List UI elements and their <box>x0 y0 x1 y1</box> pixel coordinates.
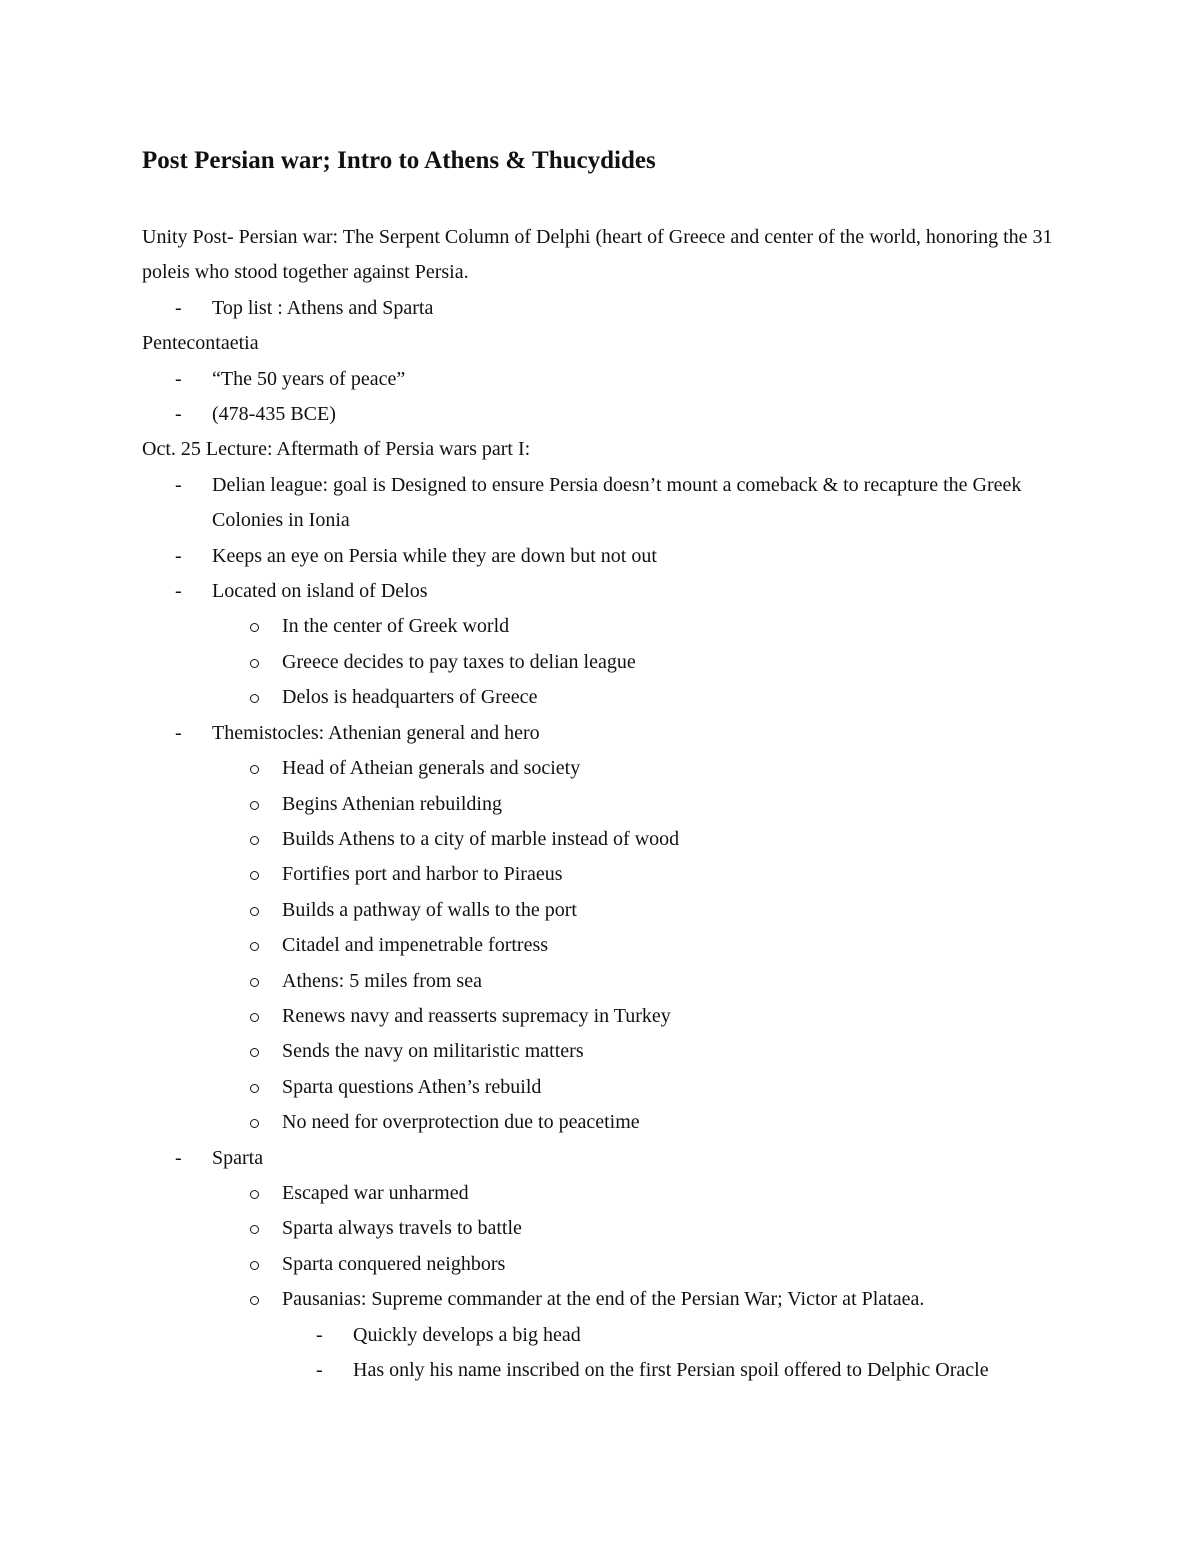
dash-bullet <box>175 574 182 609</box>
circle-bullet-icon <box>250 836 259 845</box>
dash-bullet <box>175 1141 182 1176</box>
circle-bullet-icon <box>250 1261 259 1270</box>
list-item-text: Located on island of Delos <box>212 580 428 603</box>
sub-list-item <box>142 928 1072 963</box>
sub-sub-list-item-text: Quickly develops a big head <box>353 1323 581 1346</box>
lecture-heading: Oct. 25 Lecture: Aftermath of Persia wars part I: <box>142 438 531 461</box>
circle-bullet-icon <box>250 1048 259 1057</box>
sub-list-item <box>142 1105 1072 1140</box>
list-item <box>142 362 1072 397</box>
list-item-text: Keeps an eye on Persia while they are down but not out <box>212 544 657 567</box>
document-title: Post Persian war; Intro to Athens & Thucydides <box>142 147 656 174</box>
dash-bullet <box>175 291 182 326</box>
list-item <box>142 539 1072 574</box>
sub-list-item-text: Sparta questions Athen’s rebuild <box>282 1075 542 1098</box>
list-item <box>142 574 1072 609</box>
sub-list-item-text: Fortifies port and harbor to Piraeus <box>282 863 563 886</box>
sub-list-item <box>142 893 1072 928</box>
sub-list-item-text: Greece decides to pay taxes to delian league <box>282 650 636 673</box>
circle-bullet-icon <box>250 1296 259 1305</box>
sub-list-item <box>142 609 1072 644</box>
dash-bullet <box>175 397 182 432</box>
circle-bullet-icon <box>250 623 259 632</box>
sub-list-item-text: Athens: 5 miles from sea <box>282 969 482 992</box>
sub-list-item <box>142 751 1072 786</box>
sub-list-item <box>142 1247 1072 1282</box>
list-item <box>142 1141 1072 1176</box>
sub-list-item <box>142 1211 1072 1246</box>
sub-list-item <box>142 1070 1072 1105</box>
dash-bullet <box>316 1353 323 1388</box>
sub-list-item-text: Sparta always travels to battle <box>282 1217 522 1240</box>
circle-bullet-icon <box>250 978 259 987</box>
sub-list-item <box>142 787 1072 822</box>
list-item-text: “The 50 years of peace” <box>212 367 406 390</box>
sub-list-item-text: Begins Athenian rebuilding <box>282 792 502 815</box>
intro-paragraph: Unity Post- Persian war: The Serpent Column of Delphi (heart of Greece and center of the world, honoring the 31 poleis who stood together against Persia. <box>142 226 1053 284</box>
circle-bullet-icon <box>250 1084 259 1093</box>
document-body <box>142 220 1072 1388</box>
sub-list-item <box>142 857 1072 892</box>
sub-list-item <box>142 999 1072 1034</box>
circle-bullet-icon <box>250 1225 259 1234</box>
circle-bullet-icon <box>250 871 259 880</box>
sub-list-item-text: Escaped war unharmed <box>282 1181 469 1204</box>
sub-list-item-text: Builds a pathway of walls to the port <box>282 898 577 921</box>
sub-list-item-text: Delos is headquarters of Greece <box>282 686 538 709</box>
list-item <box>142 468 1072 539</box>
sub-list-item <box>142 964 1072 999</box>
sub-list-item-text: No need for overprotection due to peacetime <box>282 1111 640 1134</box>
list-item-text: Sparta <box>212 1146 264 1169</box>
dash-bullet <box>175 362 182 397</box>
delian-league-text: Delian league: goal is Designed to ensure Persia doesn’t mount a comeback & to recapture the Greek Colonies in Ionia <box>212 473 1022 532</box>
pentecontaetia-heading: Pentecontaetia <box>142 332 259 355</box>
top-list-text: Top list : Athens and Sparta <box>212 296 434 319</box>
circle-bullet-icon <box>250 765 259 774</box>
circle-bullet-icon <box>250 1119 259 1128</box>
sub-sub-list-item <box>142 1318 1072 1353</box>
list-item <box>142 716 1072 751</box>
sub-list-item <box>142 1176 1072 1211</box>
circle-bullet-icon <box>250 694 259 703</box>
sub-sub-list-item-text: Has only his name inscribed on the first Persian spoil offered to Delphic Oracle <box>353 1359 989 1381</box>
list-item-text: Themistocles: Athenian general and hero <box>212 721 540 744</box>
list-item-text: (478-435 BCE) <box>212 403 336 426</box>
circle-bullet-icon <box>250 659 259 668</box>
sub-list-item-text: Builds Athens to a city of marble instead of wood <box>282 827 680 850</box>
circle-bullet-icon <box>250 1013 259 1022</box>
sub-list-item <box>142 1034 1072 1069</box>
circle-bullet-icon <box>250 907 259 916</box>
sub-list-item-text: Sparta conquered neighbors <box>282 1252 506 1275</box>
dash-bullet <box>316 1318 323 1353</box>
circle-bullet-icon <box>250 1190 259 1199</box>
top-list-item <box>142 291 1072 326</box>
dash-bullet <box>175 539 182 574</box>
sub-list-item-text: Pausanias: Supreme commander at the end of the Persian War; Victor at Plataea. <box>282 1288 925 1311</box>
dash-bullet <box>175 716 182 751</box>
sub-list-item-text: In the center of Greek world <box>282 615 510 638</box>
sub-list-item <box>142 645 1072 680</box>
dash-bullet <box>175 468 182 503</box>
sub-list-item <box>142 822 1072 857</box>
sub-list-item <box>142 680 1072 715</box>
circle-bullet-icon <box>250 801 259 810</box>
circle-bullet-icon <box>250 942 259 951</box>
sub-list-item-text: Head of Atheian generals and society <box>282 757 581 780</box>
sub-list-item-text: Citadel and impenetrable fortress <box>282 934 549 957</box>
sub-sub-list-item <box>142 1353 1072 1388</box>
sub-list-item <box>142 1282 1072 1317</box>
sub-list-item-text: Sends the navy on militaristic matters <box>282 1040 584 1063</box>
sub-list-item-text: Renews navy and reasserts supremacy in Turkey <box>282 1004 671 1027</box>
list-item <box>142 397 1072 432</box>
